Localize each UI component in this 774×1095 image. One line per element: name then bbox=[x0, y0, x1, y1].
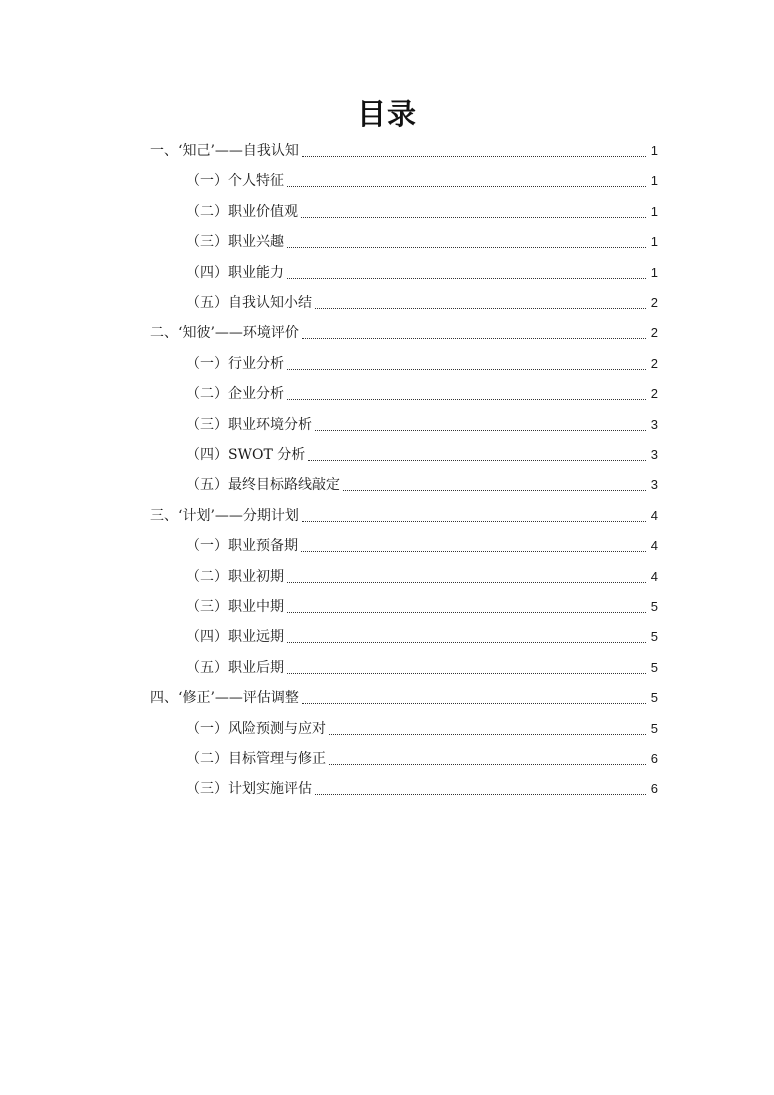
toc-entry-label: （五）职业后期 bbox=[186, 659, 284, 676]
toc-subsection-entry[interactable] bbox=[186, 657, 658, 679]
toc-entry-label: （一）个人特征 bbox=[186, 173, 284, 190]
toc-dot-leader bbox=[287, 399, 646, 400]
toc-subsection-entry[interactable] bbox=[186, 718, 658, 740]
toc-page-number: 5 bbox=[650, 629, 658, 645]
toc-page-number: 5 bbox=[650, 599, 658, 614]
toc-page-number: 2 bbox=[650, 386, 658, 402]
toc-subsection-entry[interactable] bbox=[186, 170, 658, 192]
toc-entry-label: （二）职业初期 bbox=[186, 568, 284, 585]
toc-entry-label: （一）风险预测与应对 bbox=[186, 720, 326, 737]
toc-dot-leader bbox=[329, 764, 646, 765]
toc-dot-leader bbox=[315, 794, 646, 795]
toc-page-number: 5 bbox=[650, 659, 658, 675]
toc-page-number: 1 bbox=[650, 143, 658, 158]
toc-subsection-entry[interactable] bbox=[186, 626, 658, 648]
toc-page-number: 5 bbox=[650, 720, 658, 736]
toc-dot-leader bbox=[329, 734, 646, 735]
toc-page-number: 1 bbox=[650, 173, 658, 189]
toc-section-entry[interactable] bbox=[150, 505, 658, 527]
toc-dot-leader bbox=[287, 612, 646, 613]
toc-page-number: 6 bbox=[650, 781, 658, 797]
toc-subsection-entry[interactable] bbox=[186, 566, 658, 588]
toc-entry-label: 一、‘知己’——自我认知 bbox=[150, 143, 299, 159]
toc-entry-label: （二）企业分析 bbox=[186, 386, 284, 403]
toc-dot-leader bbox=[287, 186, 646, 187]
toc-page-number: 6 bbox=[650, 751, 658, 766]
toc-section-entry[interactable] bbox=[150, 140, 658, 162]
toc-page-number: 4 bbox=[650, 538, 658, 554]
toc-entry-label: （三）职业环境分析 bbox=[186, 416, 312, 433]
toc-entry-label: （三）计划实施评估 bbox=[186, 781, 312, 798]
toc-page-number: 3 bbox=[650, 447, 658, 462]
toc-dot-leader bbox=[287, 673, 646, 674]
toc-page-number: 4 bbox=[650, 568, 658, 584]
toc-subsection-entry[interactable] bbox=[186, 231, 658, 253]
toc-subsection-entry[interactable] bbox=[186, 535, 658, 557]
toc-dot-leader bbox=[302, 521, 646, 522]
toc-entry-label: （二）目标管理与修正 bbox=[186, 751, 326, 767]
toc-page-number: 2 bbox=[650, 295, 658, 310]
toc-entry-label: （二）职业价值观 bbox=[186, 203, 298, 220]
toc-page-number: 3 bbox=[650, 416, 658, 432]
toc-subsection-entry[interactable] bbox=[186, 596, 658, 618]
toc-page-number: 1 bbox=[650, 234, 658, 250]
toc-page-number: 2 bbox=[650, 325, 658, 341]
toc-subsection-entry[interactable] bbox=[186, 474, 658, 496]
toc-page-number: 3 bbox=[650, 477, 658, 493]
toc-dot-leader bbox=[308, 460, 646, 461]
toc-page-number: 2 bbox=[650, 355, 658, 371]
toc-dot-leader bbox=[343, 490, 646, 491]
toc-entry-label: （一）职业预备期 bbox=[186, 538, 298, 555]
toc-subsection-entry[interactable] bbox=[186, 353, 658, 375]
toc-dot-leader bbox=[315, 430, 646, 431]
toc-subsection-entry[interactable] bbox=[186, 201, 658, 223]
toc-subsection-entry[interactable] bbox=[186, 262, 658, 284]
toc-dot-leader bbox=[287, 369, 646, 370]
toc-dot-leader bbox=[301, 551, 646, 552]
toc-dot-leader bbox=[301, 217, 646, 218]
toc-dot-leader bbox=[302, 156, 646, 157]
toc-dot-leader bbox=[287, 582, 646, 583]
toc-subsection-entry[interactable] bbox=[186, 383, 658, 405]
toc-entry-label: （五）自我认知小结 bbox=[186, 295, 312, 311]
toc-page-number: 1 bbox=[650, 203, 658, 219]
toc-dot-leader bbox=[302, 703, 646, 704]
toc-dot-leader bbox=[287, 278, 646, 279]
toc-section-entry[interactable] bbox=[150, 322, 658, 344]
toc-entry-label: （四）职业远期 bbox=[186, 629, 284, 646]
toc-subsection-entry[interactable] bbox=[186, 748, 658, 770]
toc-entry-label: （四）SWOT 分析 bbox=[186, 447, 306, 463]
toc-entry-label: 四、‘修正’——评估调整 bbox=[150, 690, 299, 707]
toc-entry-label: 二、‘知彼’——环境评价 bbox=[150, 325, 299, 342]
toc-subsection-entry[interactable] bbox=[186, 292, 658, 314]
page-title: 目录 bbox=[356, 97, 417, 131]
toc-entry-label: （五）最终目标路线敲定 bbox=[186, 477, 340, 494]
toc-subsection-entry[interactable] bbox=[186, 778, 658, 800]
toc-entry-label: （四）职业能力 bbox=[186, 264, 284, 281]
toc-dot-leader bbox=[287, 642, 646, 643]
toc-subsection-entry[interactable] bbox=[186, 444, 658, 466]
toc-entry-label: 三、‘计划’——分期计划 bbox=[150, 507, 299, 524]
toc-section-entry[interactable] bbox=[150, 687, 658, 709]
toc-page-number: 1 bbox=[650, 264, 658, 280]
toc-dot-leader bbox=[315, 308, 646, 309]
toc-subsection-entry[interactable] bbox=[186, 414, 658, 436]
toc-dot-leader bbox=[287, 247, 646, 248]
toc-entry-label: （三）职业中期 bbox=[186, 599, 284, 615]
toc-page-number: 4 bbox=[650, 507, 658, 523]
toc-page-number: 5 bbox=[650, 690, 658, 706]
toc-entry-label: （一）行业分析 bbox=[186, 355, 284, 372]
toc-entry-label: （三）职业兴趣 bbox=[186, 234, 284, 251]
toc-dot-leader bbox=[302, 338, 646, 339]
